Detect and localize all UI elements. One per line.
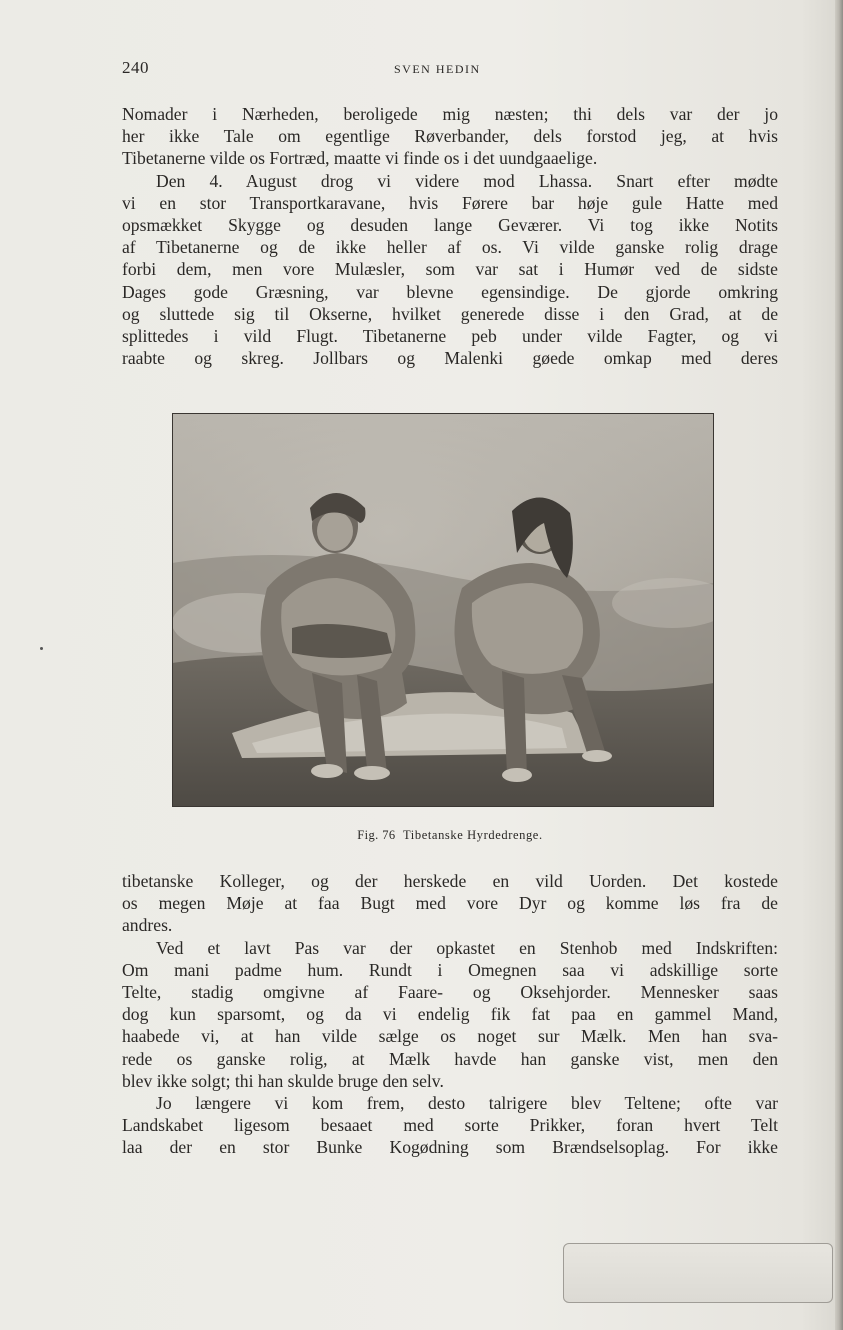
- ink-speck: [40, 647, 43, 650]
- photo-two-boys: [172, 413, 714, 807]
- text-line: Landskabet ligesom besaaet med sorte Prikker, foran hvert Telt: [122, 1115, 778, 1136]
- text-line: Telte, stadig omgivne af Faare- og Oksehjorder. Mennesker saas: [122, 982, 778, 1003]
- text-line: dog kun sparsomt, og da vi endelig fik fat paa en gammel Mand,: [122, 1004, 778, 1025]
- text-line: af Tibetanerne og de ikke heller af os. Vi vilde ganske rolig drage: [122, 237, 778, 258]
- text-line: splittedes i vild Flugt. Tibetanerne peb under vilde Fagter, og vi: [122, 326, 778, 347]
- text-line: og sluttede sig til Okserne, hvilket generede disse i den Grad, at de: [122, 303, 778, 324]
- page-number: 240: [122, 58, 149, 77]
- text-line: tibetanske Kolleger, og der herskede en vild Uorden. Det kostede: [122, 871, 778, 891]
- page-header: [122, 58, 776, 80]
- text-line: Ved et lavt Pas var der opkastet en Stenhob med Indskriften:: [156, 937, 778, 958]
- figure-label: Fig. 76: [357, 828, 396, 842]
- text-line: Den 4. August drog vi videre mod Lhassa. Snart efter mødte: [156, 170, 778, 191]
- text-line: Om mani padme hum. Rundt i Omegnen saa vi adskillige sorte: [122, 959, 778, 980]
- text-line: os megen Møje at faa Bugt med vore Dyr og komme løs fra de: [122, 893, 778, 914]
- running-head: SVEN HEDIN: [394, 62, 481, 76]
- text-line: vi en stor Transportkaravane, hvis Førere bar høje gule Hatte med: [122, 192, 778, 213]
- text-line: laa der en stor Bunke Kogødning som Brændselsoplag. For ikke: [122, 1137, 778, 1158]
- page-edge: [835, 0, 843, 1330]
- text-line: forbi dem, men vore Mulæsler, som var sat i Humør ved de sidste: [122, 259, 778, 280]
- bottom-paragraphs: [122, 870, 778, 1159]
- text-line: andres.: [122, 915, 173, 936]
- text-line: Jo længere vi kom frem, desto talrigere blev Teltene; ofte var: [156, 1093, 778, 1114]
- text-line: opsmækket Skygge og desuden lange Geværer. Vi tog ikke Notits: [122, 215, 778, 236]
- photo-figure: [172, 413, 714, 807]
- text-line: Dages gode Græsning, var blevne egensindige. De gjorde omkring: [122, 281, 778, 302]
- text-line: her ikke Tale om egentlige Røverbander, dels forstod jeg, at hvis: [122, 126, 778, 147]
- text-line: raabte og skreg. Jollbars og Malenki gøede omkap med deres: [122, 348, 778, 369]
- figure-caption: [122, 828, 778, 843]
- text-line: rede os ganske rolig, at Mælk havde han ganske vist, men den: [122, 1048, 778, 1069]
- paper-slip: [563, 1243, 833, 1303]
- text-line: blev ikke solgt; thi han skulde bruge den selv.: [122, 1070, 444, 1091]
- text-line: Tibetanerne vilde os Fortræd, maatte vi finde os i det uundgaaelige.: [122, 148, 598, 169]
- figure-caption-text: Tibetanske Hyrdedrenge.: [402, 828, 543, 842]
- text-line: haabede vi, at han vilde sælge os noget sur Mælk. Men han sva-: [122, 1026, 778, 1047]
- top-paragraphs: [122, 103, 778, 369]
- text-line: Nomader i Nærheden, beroligede mig næsten; thi dels var der jo: [122, 104, 778, 124]
